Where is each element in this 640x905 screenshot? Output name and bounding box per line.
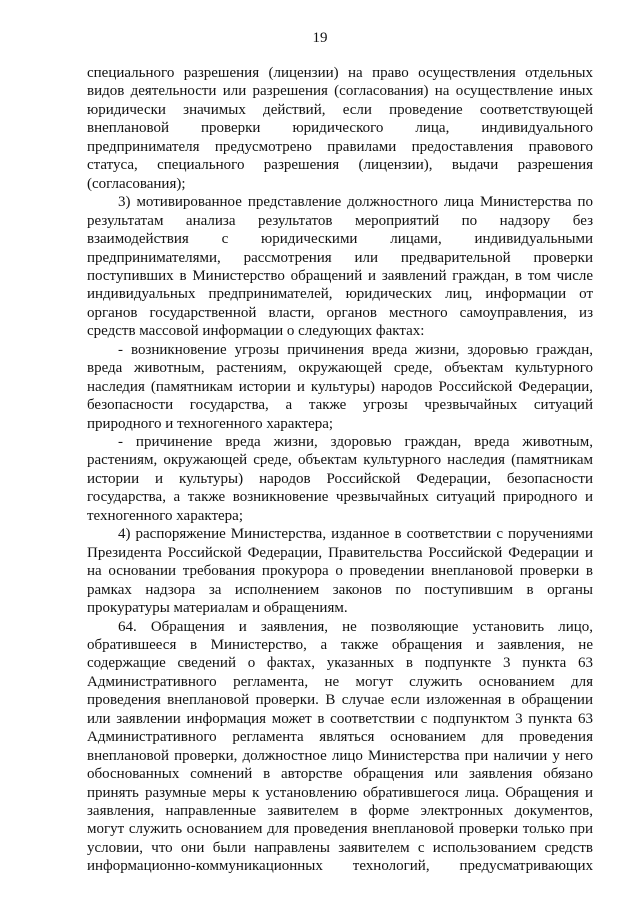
text-line: результатам анализа результатов мероприятий по надзору без <box>87 212 593 229</box>
text-line: 4) распоряжение Министерства, изданное в соответствии с поручениями <box>118 526 593 543</box>
text-line: могут служить основанием для проведения внеплановой проверки только при <box>87 821 593 838</box>
text-line: специального разрешения (лицензии) на право осуществления отдельных <box>87 65 593 81</box>
text-line: поступивших в Министерство обращений и заявлений граждан, в том числе <box>87 267 593 284</box>
text-line: обоснованных сомнений в авторстве обращения или заявления обязано <box>87 766 593 783</box>
text-line: Административного регламента, не могут служить основанием для <box>87 673 593 690</box>
text-line: рамках надзора за исполнением законов по поступившим в органы <box>87 581 593 598</box>
text-line: внеплановой проверки юридического лица, индивидуального <box>87 120 593 137</box>
text-line: - возникновение угрозы причинения вреда жизни, здоровью граждан, <box>118 341 593 358</box>
text-line: природного и техногенного характера; <box>87 415 334 432</box>
page-number: 19 <box>312 30 328 46</box>
text-line: государства, а также возникновение чрезвычайных ситуаций природного и <box>87 489 593 506</box>
text-line: внеплановой проверки, должностное лицо Министерства при наличии у него <box>87 747 593 764</box>
text-line: на основании требования прокурора о проведении внеплановой проверки в <box>87 563 593 580</box>
text-line: предпринимателя предусмотрено правилами предоставления правового <box>87 138 593 155</box>
text-line: Президента Российской Федерации, Правительства Российской Федерации и <box>87 544 593 561</box>
text-line: видов деятельности или разрешения (согласования) на осуществление иных <box>87 83 593 100</box>
text-line: наследия (памятникам истории и культуры) народов Российской Федерации, <box>87 378 593 395</box>
text-line: - причинение вреда жизни, здоровью граждан, вреда животным, <box>118 434 593 450</box>
text-line: растениям, окружающей среде, объектам культурного наследия (памятникам <box>87 452 593 469</box>
text-line: безопасности государства, а также угрозы чрезвычайных ситуаций <box>87 397 593 414</box>
text-line: органов государственной власти, органов местного самоуправления, из <box>87 304 593 321</box>
text-line: индивидуальных предпринимателей, юридических лиц, информации от <box>87 286 593 303</box>
text-line: содержащие сведений о фактах, указанных в подпункте 3 пункта 63 <box>87 655 593 672</box>
text-line: вреда животным, растениям, окружающей среде, объектам культурного <box>87 360 593 377</box>
text-line: средств массовой информации о следующих фактах: <box>87 323 425 340</box>
text-line: проведения внеплановой проверки. В случае если изложенная в обращении <box>87 692 593 709</box>
text-line: Административного регламента являться основанием для проведения <box>87 729 593 746</box>
text-line: юридически значимых действий, если проведение соответствующей <box>87 101 593 118</box>
text-line: предпринимателями, рассмотрения или предварительной проверки <box>87 249 593 266</box>
text-line: истории и культуры) народов Российской Федерации, безопасности <box>87 470 593 487</box>
text-line: техногенного характера; <box>87 507 243 524</box>
text-line: или заявлении информация может в соответствии с подпунктом 3 пункта 63 <box>87 710 593 727</box>
text-line: взаимодействия с юридическими лицами, индивидуальными <box>87 231 593 248</box>
text-line: условии, что они были направлены заявителем с использованием средств <box>87 839 593 856</box>
text-line: 64. Обращения и заявления, не позволяющие установить лицо, <box>118 618 593 635</box>
text-line: 3) мотивированное представление должностного лица Министерства по <box>118 194 593 211</box>
text-line: обратившееся в Министерство, а также обращения и заявления, не <box>87 636 593 653</box>
text-line: информационно-коммуникационных технологий, предусматривающих <box>87 858 593 875</box>
text-line: (согласования); <box>87 175 186 192</box>
text-line: прокуратуры материалам и обращениям. <box>87 600 348 617</box>
text-line: заявления, направленные заявителем в форме электронных документов, <box>87 803 593 819</box>
text-line: принять разумные меры к установлению обратившегося лица. Обращения и <box>87 784 593 801</box>
text-line: статуса, специального разрешения (лицензии), выдачи разрешения <box>87 157 593 174</box>
